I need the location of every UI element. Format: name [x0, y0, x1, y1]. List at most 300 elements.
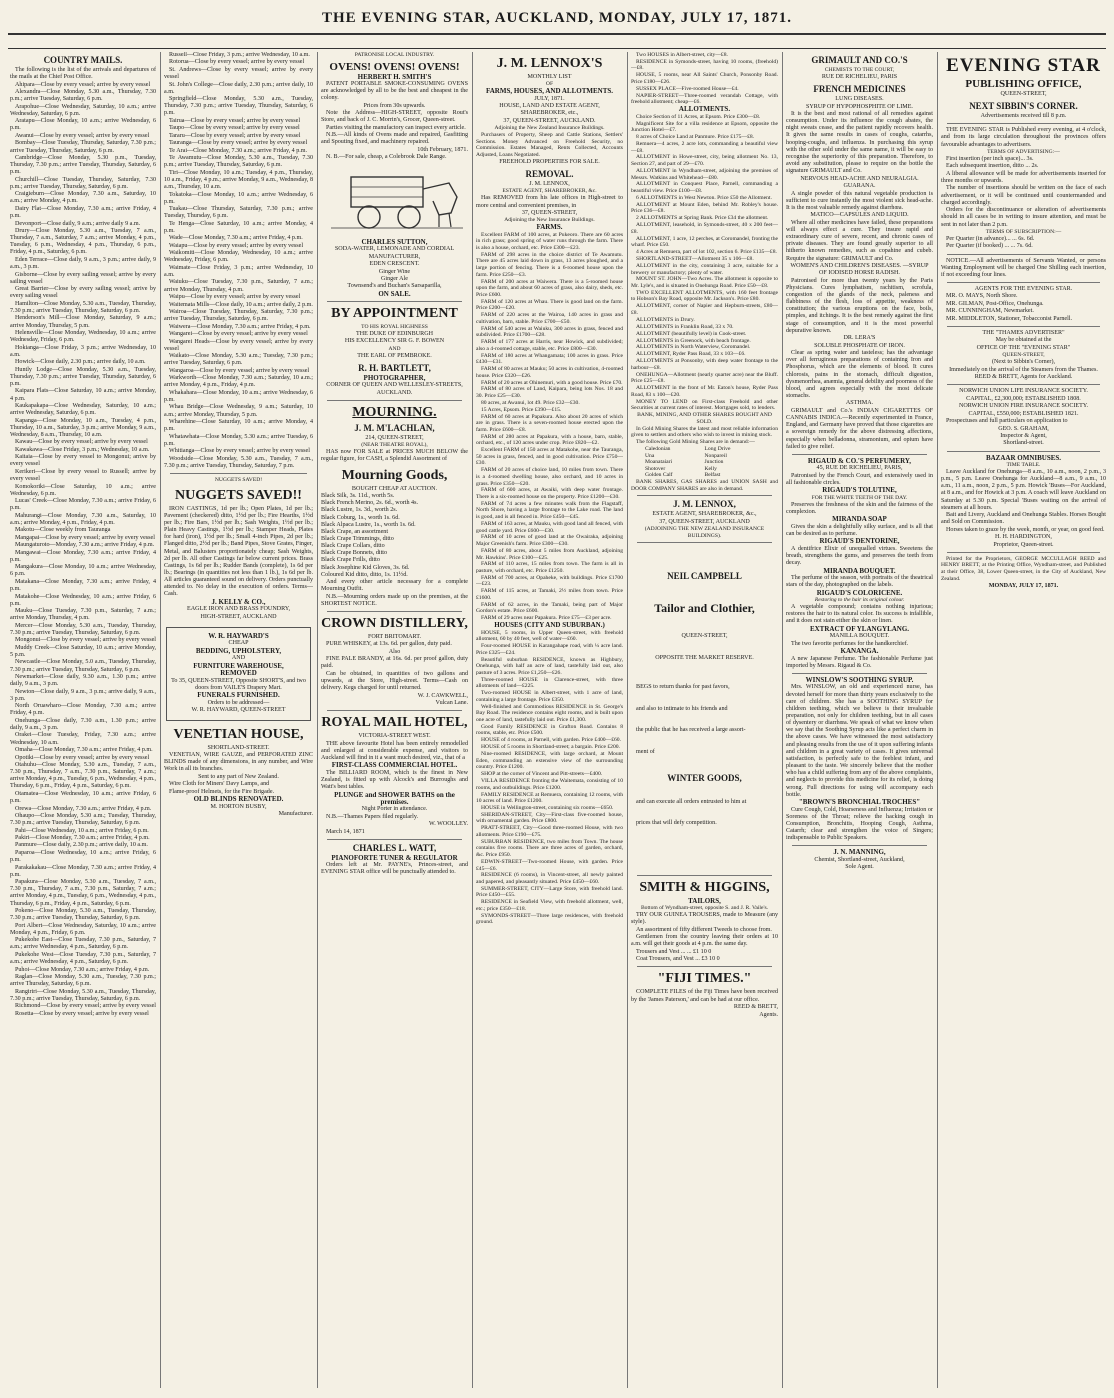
smith-trousers-price: Trousers and Vest ... ... £1 10 0 [636, 948, 712, 955]
mail-entry: Mongonui—Close by every vessel; arrive by every vessel [15, 637, 156, 644]
ovens-nb-2: N. B.—For sale, cheap, a Colebrook Dale Range. [326, 154, 447, 161]
campbell-goods: WINTER GOODS, [667, 772, 742, 783]
mail-entry: Whatawhata—Close Monday, 5.30 a.m.; arrive Tuesday, 6 p.m. [164, 433, 313, 447]
lennox-2-adjoining: (ADJOINING THE NEW ZEALAND INSURANCE BUILDINGS). [644, 526, 765, 539]
mail-entry: Raglan—Close Monday, 5.30 a.m., Tuesday, 7.30 p.m.; arrive Thursday, Saturday, 6 p.m. [10, 973, 156, 988]
mclachlan-goods: Mourning Goods, [341, 467, 448, 483]
mail-entry: Richmond—Close by every vessel; arrive by every vessel [15, 1003, 156, 1010]
norwich-signature-3: Shortland-street. [1003, 440, 1044, 447]
house-listing: Two-roomed HOUSE in Albert-street, with 1 acre of land, containing a large frontage. Price £350. [476, 690, 623, 703]
divider [327, 301, 462, 302]
bartlett-address: CORNER OF QUEEN AND WELLESLEY-STREETS, [326, 382, 463, 389]
lennox-2-address: 37, QUEEN-STREET, AUCKLAND [659, 518, 750, 525]
coloricene-body: A vegetable compound; contains nothing injurious; restores the hair to its natural color. Its success is infallible, and it does not stain either the skin or linen. [786, 604, 933, 625]
mine-name: Golden Calf [645, 472, 673, 479]
house-listing: Good Family RESIDENCE in Grafton Road. Contains 8 rooms, stable, etc. Price £500. [476, 723, 623, 737]
evening-star-body: THE EVENING STAR is Published every evening, at 4 o'clock, and from its large circulation throughout the provinces offers favourable advantages to advertisers. [941, 127, 1106, 148]
venetian-signature: M. HORTON BUSBY, [210, 803, 267, 810]
farm-listing: 80 acres, at Awanui, lot 49. Price £32—£30. [481, 399, 580, 406]
lots-list [631, 52, 778, 106]
divider [327, 710, 462, 711]
norwich-prospectuses: Prospectuses and full particulars on application to [946, 418, 1068, 425]
allotment-listing: ALLOTMENT, corner of Napier and Hepburn-streets, £80—£8. [631, 303, 778, 316]
mail-entry: Howick—Close daily, 2.30 p.m.; arrive daily, 10 a.m. [15, 359, 146, 366]
mail-entry: Waiuku—Close Tuesday, 7.30 p.m., Saturday, 7 a.m.; arrive Monday, Thursday, 4 p.m. [164, 279, 313, 293]
sutton-trade: SODA-WATER, LEMONADE AND CORDIAL MANUFACTURER, [334, 246, 455, 260]
masthead-rule-lower [8, 48, 1106, 49]
mail-entry: Devonport—Close daily, 9 a.m.; arrive daily 9 a.m. [15, 220, 141, 227]
allotment-listing: ALLOTMENT in the front of Mr. Eaton's house, Ryder Pass Road, 83 x 100—£20. [631, 385, 778, 398]
lera-body: Clear as spring water and tasteless; has the advantage over all ferruginous preparations of containing Iron and Phosphorus, which are the elements of blood. It cures chlorosis, pains in the stomach, difficult digestion, dysmenorrhea, anæmia, general debility and poorness of the blood, and agrees especially with the most delicate stomachs. [786, 350, 933, 400]
house-listing: VILLA RESIDENCE fronting the Waitemata, consisting of 10 rooms, and outbuildings. Price £1200. [476, 778, 623, 791]
house-listing: RESIDENCE in Seafield View, with freehold allotment, well, etc.; price £350—£18. [476, 899, 623, 912]
allotment-listing: Magnificent Site for a villa residence at Epsom, opposite the Junction Hotel—£7. [631, 120, 778, 134]
smith-try: TRY OUR GUINEA TROUSERS, made to Measure (any style). [631, 912, 778, 926]
ovens-note: Note the Address—HIGH-STREET, opposite Rout's Store, and back of J. C. Morrin's, Grocer, Queen-street. [321, 110, 468, 124]
mail-entry: Churchill—Close Tuesday, Thursday, Saturday, 7.30 p.m.; arrive Tuesday, Thursday, Saturday, 6 p.m. [10, 176, 156, 190]
royal-mail-porter: Night Porter in attendance. [361, 806, 428, 813]
manning-agent: Sole Agent. [845, 864, 874, 871]
venetian-country: Sent to any part of New Zealand. [198, 773, 279, 780]
lennox-2-subtitle: ESTATE AGENT, SHAREBROKER, &c., [652, 511, 757, 518]
lennox-subtitle: FARMS, HOUSES, AND ALLOTMENTS. [485, 87, 614, 96]
column-7 [941, 52, 1106, 1392]
venetian-body: VENETIAN, WIRE GAUZE, and PERFORATED ZINC BLINDS made of any dimensions, in any number, and Wire Work in all its branches. [164, 752, 313, 773]
mail-entry: Kerikeri—Close by every vessel to Russell; arrive by every vessel [10, 468, 156, 483]
thames-title: THE "THAMES ADVERTISER" [982, 329, 1065, 336]
evening-star-title: EVENING STAR [946, 55, 1101, 76]
mail-entry: Wangarei—Close by every vessel; arrive by every vessel [169, 331, 308, 338]
column-rule [627, 52, 628, 1388]
mail-entry: Craigieburn—Close Monday, 7.30 a.m., Saturday, 10 a.m.; arrive Monday, 4 p.m. [10, 191, 156, 205]
mail-entry: Opotiki—Close by every vessel; arrive by every vessel [15, 754, 150, 761]
column-6 [786, 52, 933, 1392]
bartlett-trade: PHOTOGRAPHER, [363, 373, 426, 382]
subscription-quarter-booked: Per Quarter (if booked) ... ... 7s. 6d. [946, 243, 1033, 250]
mail-entry: Hokianga—Close Friday, 3 p.m.; arrive Wednesday, 10 a.m. [10, 344, 156, 358]
mail-entry: Wangarei Heads—Close by every vessel; arrive by every vessel [164, 338, 313, 352]
divider [637, 542, 772, 543]
farm-listing: FARM of 29 acres near Papakura. Price £75—£3 per acre. [481, 615, 612, 622]
allotment-listing: ALLOTMENTS in Franklin Road, 33 x 70. [636, 323, 734, 330]
mail-entry: Te Henga—Close Saturday, 10 a.m.; arrive Monday, 4 p.m. [164, 220, 313, 234]
nuggets-title: NUGGETS SAVED!! [175, 487, 302, 503]
mail-entry: Makotu—Close weekly from Tauranga [15, 527, 111, 534]
campbell-trade: Tailor and Clothier, [654, 601, 755, 616]
bazaar-bait: Bait and Livery, Auckland and Onehunga Stables. Horses Bought and Sold on Commission. [941, 512, 1106, 526]
mail-entry: Whitianga—Close by every vessel; arrive by every vessel [169, 448, 310, 455]
mourning-item: Black Crape Bonnets, ditto [321, 550, 388, 557]
mclachlan-nb: N.B.—Mourning orders made up on the premises, at the SHORTEST NOTICE. [321, 593, 468, 607]
venetian-signature-2: Manufacturer. [278, 811, 313, 818]
tolutine-subtitle: FOR THE WHITE TEETH OF THE DAY. [811, 494, 908, 501]
mclachlan-body: HAS now FOR SALE at PRICES MUCH BELOW the regular figure, for CASH, a Splendid Assortment of [321, 449, 468, 463]
allotment-listing: ALLOTMENT in Conquest Place, Parnell, commanding a beautiful view. Price £100—£8. [631, 181, 778, 194]
ovens-kicker: PATRONISE LOCAL INDUSTRY. [354, 52, 435, 58]
royal-mail-nb: N.B.—Thames Papers filed regularly. [326, 813, 419, 820]
farm-listing: FARM of 177 acres at Harris, near Howick, and subdivided; also a 4-roomed cottage, stable, etc. Price £800—£30. [476, 339, 623, 352]
mail-entry: Ohaupo—Close Monday, 5.30 a.m.; Tuesday, Thursday, 7.30 p.m.; arrive Tuesday, Thursday, Saturday, 6 p.m. [10, 812, 156, 827]
ovens-nb: N.B.—All kinds of Ovens made and repaired, Gasfitting and Spouting fixed, and machinery repaired. [321, 132, 468, 146]
lennox-of: OF [545, 81, 554, 88]
mail-entry: Matakohe—Close Wednesday, 10 a.m.; arrive Friday, 6 p.m. [10, 593, 156, 607]
terms-title: TERMS OF ADVERTISING:— [987, 149, 1060, 156]
house-listing: EDWIN-STREET—Two-roomed House, with garden. Price £45—£6. [476, 858, 623, 872]
matico-title: MATICO—CAPSULES AND LIQUID. [810, 212, 909, 219]
appointment-line-4: AND [388, 345, 401, 352]
mail-entry: Huntly Lodge—Close Monday, 5.30 a.m., Tuesday, Thursday, 7.30 p.m.; arrive Tuesday, Thursday, Saturday, 6 p.m. [10, 366, 156, 387]
farm-listing: Excellent FARM of 100 acres, at Pukeoro. There are 60 acres in rich grass; good spring of water runs through the farm. There is also a house, orchard, etc. Price £300—£23. [476, 231, 623, 251]
farm-listing: FARM of 60 acres at Papakura. Also about 20 acres of which are in grass. There is a seven-roomed house erected upon the farm. Price £600—£8. [476, 413, 623, 433]
mail-entry: Tairua—Close by every vessel; arrive by every vessel [169, 117, 301, 124]
mail-entry: Wangaroa—Close by every vessel; arrive by every vessel [169, 367, 310, 374]
mclachlan-more: And every other article necessary for a complete Mourning Outfit. [321, 578, 468, 593]
hayward-orders: Orders to be addressed— [207, 699, 270, 706]
column-rule [937, 52, 938, 1388]
house-listing: HOUSE, 5 rooms, in Upper Queen-street, with freehold allotment, 60 by 40 feet, well of water—£60. [476, 629, 623, 643]
house-listing: SHOP at the corner of Vincent and Pitt-streets—£400. [481, 771, 603, 778]
allotment-listing: 4 Acres at Remuera, part of lot 102, section 6. Price £135—£8. [636, 249, 777, 256]
mail-entry: Parakakakau—Close Monday, 7.30 a.m.; arrive Friday, 4 p.m. [10, 864, 156, 878]
country-mails-intro: The following is the list of the arrivals and departures of the mails at the Chief Post Office. [10, 67, 156, 81]
allotments-list [631, 114, 778, 399]
thames-line-5: Immediately on the arrival of the Steamers from the Thames. [949, 366, 1098, 373]
ovens-date: 10th February, 1871. [417, 146, 468, 153]
royal-mail-billiard: The BILLIARD ROOM, which is the finest in New Zealand, is fitted up with Alcock's and Burroughs and Watt's best tables. [321, 769, 468, 791]
terms-orders: Orders for the discontinuance or alteration of advertisements should in all cases be in writing to insure attention, and must be sent in not later than 2 p.m. [941, 207, 1106, 228]
smith-coat-price: Coat Trousers, and Vest ... £3 10 0 [636, 956, 720, 963]
column-5 [631, 52, 778, 1392]
smith-assortment: An assortment of fifty different Tweeds to choose from. [636, 926, 772, 933]
divider [637, 495, 772, 496]
farm-listing: FARM of 700 acres, at Opaheke, with buildings. Price £1700—£23. [476, 574, 623, 588]
norwich-life-capital: CAPITAL, £2,300,000; ESTABLISHED 1808. [966, 395, 1081, 402]
allotment-listing: ALLOTMENT, Ryder Pass Road, 33 x 103—£6. [636, 351, 746, 358]
brown-body: Cure Cough, Cold, Hoarseness and Influenza; Irritation or Soreness of the Throat; relieve the hacking cough in Consumption, Bronchitis, Hooping Cough, Asthma, Catarrh; clear and strengthen the voice of Singers; indispensable to Public Speakers. [786, 806, 933, 842]
mail-entry: Kaukapakapa—Close Wednesday, Saturday, 10 a.m.; arrive Wednesday, Saturday, 6 p.m. [10, 403, 156, 417]
mail-entry: Mangapai—Close by every vessel; arrive by every vessel [15, 534, 155, 541]
ylang-title: EXTRACT OF YLANGYLANG. [809, 624, 910, 633]
crown-title: CROWN DISTILLERY, [321, 615, 468, 631]
bank-following: The following Gold Mining Shares are in demand:— [636, 439, 755, 446]
mourning-title: MOURNING. [352, 404, 437, 420]
mail-entry: Dairy Flat—Close Monday, 7.30 a.m.; arrive Friday, 4 p.m. [10, 205, 156, 220]
rigaud-address: 45, RUE DE RICHELIEU, PARIS, [816, 465, 903, 472]
sutton-name: CHARLES SUTTON, [361, 238, 428, 246]
allotment-listing: SHORTLAND-STREET—Allotment 35 x 106—£8. [636, 256, 754, 263]
women-body: Patronised for more than twenty years by the Paris Physicians. Cures lymphatism, rachitism, scrofula, congestion of the glands of the neck, paleness and flabbiness of the flesh, loss of appetite, weakness of constitution; the various eruptions on the face, boils, pimples, and itchings. It is the best remedy against the first stage of consumption, and it is the most powerful depurative known. [786, 277, 933, 334]
ovens-name: HERBERT H. SMITH'S [357, 72, 432, 81]
mail-entry: Pakiri—Close Monday, 7.30 a.m.; arrive Friday, 4 p.m. [15, 835, 150, 842]
kelly-name: J. KELLY & CO., [211, 597, 266, 606]
mail-entry: Henderson's Mill—Close Monday, Saturday, 9 a.m.; arrive Monday, Thursday, 5 p.m. [10, 315, 156, 329]
mail-entry: Whau Bridge—Close Wednesday, 9 a.m.; Saturday, 10 a.m.; arrive Monday, Thursday, 5 p.m. [164, 404, 313, 418]
subscription-quarter-advance: Per Quarter (in advance)... ... 6s. 6d. [946, 235, 1035, 242]
lennox-name: J. M. LENNOX'S [496, 56, 603, 71]
grimault-chemists: CHEMISTS TO THE COURT, [824, 67, 895, 73]
ovens-title: OVENS! OVENS! OVENS! [329, 60, 460, 73]
farm-listing: FARM of 180 acres at Whangamata; 100 acres in grass. Price £430—£31. [476, 352, 623, 366]
allotment-listing: ALLOTMENT in Wyndham-street, adjoining the premises of Messrs. Watkins and Whitehead—£80. [631, 167, 778, 181]
mail-entry: Rotorua—Close by every vessel; arrive by every vessel [169, 59, 305, 66]
campbell-body-2: and also to intimate to his friends and [636, 705, 728, 712]
house-listing: SYMONDS-STREET—Three large residences, with freehold ground. [476, 912, 623, 926]
hayward-and: AND [231, 655, 246, 662]
mail-entry: Bombay—Close Tuesday, Thursday, Saturday, 7.30 p.m.; arrive Tuesday, Thursday, Saturday, 6 p.m. [10, 140, 156, 154]
divider [792, 454, 927, 455]
campbell-name: NEIL CAMPBELL [667, 571, 742, 582]
mine-name: Nonpareil [704, 452, 727, 459]
bazaar-signature-2: Proprietor, Queen-street. [993, 541, 1054, 548]
mail-entry: Mangawai—Close Monday, 7.30 a.m.; arrive Friday, 4 p.m. [10, 549, 156, 563]
mail-entry: St. Andrews—Close by every vessel; arrive by every vessel [164, 66, 313, 81]
mail-entry: Awanui—Close by every vessel; arrive by every vessel [15, 132, 150, 139]
allotment-listing: Choice Section of 11 Acres, at Epsom. Price £300—£8. [636, 113, 761, 120]
mail-entry: Aratapu—Close Monday, 10 a.m.; arrive Wednesday, 6 p.m. [10, 118, 156, 132]
property-listing: HOUSE, 5 rooms, near All Saints' Church, Ponsonby Road. Price £180—£26. [631, 72, 778, 85]
evening-star-ad-note: Advertisements received till 8 p.m. [980, 113, 1067, 120]
mail-entry: Komokoriki—Close Saturday, 10 a.m.; arrive Wednesday, 6 p.m. [10, 483, 156, 497]
kananga-body: A new Japanese Perfume. The fashionable Perfume just imported by Messrs. Rigaud & Co. [786, 655, 933, 669]
mine-name: Moanataiari [645, 459, 673, 466]
crown-obtain: Can be obtained, in quantities of two gallons and upwards, at the Store, High-street. Terms—Cash on delivery. Kegs charged for until returned. [321, 670, 468, 692]
kelly-line: EAGLE IRON AND BRASS FOUNDRY, [187, 606, 290, 613]
mail-entry: Woodside—Close Monday, 5.30 a.m., Tuesday, 7 a.m., 7.30 p.m.; arrive Tuesday, Thursday, Saturday, 7 p.m. [164, 455, 313, 469]
crown-signature: W. J. CAWKWELL, [417, 692, 468, 699]
farm-listing: FARM of 110 acres, 15 miles from town. The farm is all in pasture, with orchard, etc. Price £1250. [476, 561, 623, 574]
matico-body: Where all other medicines have failed, these preparations will always effect a cure. They insure rapid and extraordinary cure of severe, recent, and chronic cases of private diseases. They are found greatly superior to all hitherto known remedies, such as copahine and cubeb. Require the signature: GRIMAULT and Co. [786, 219, 933, 262]
mourning-item: Black Coburg, 1s., worth 1s. 6d. [321, 514, 400, 521]
mail-entry: Otamatea—Close Wednesday, 10 a.m.; arrive Friday, 6 p.m. [10, 790, 156, 805]
column-rule [160, 52, 161, 1388]
evening-star-corner: NEXT SIBBIN'S CORNER. [969, 101, 1078, 112]
divider [792, 845, 927, 846]
thames-line-3: QUEEN-STREET, [1002, 352, 1045, 359]
hayward-line-1: BEDDING, UPHOLSTERY, [195, 646, 282, 655]
lera-subtitle: SOLUBLE PHOSPHATE OF IRON. [814, 342, 905, 349]
mail-entry: Mauku—Close Tuesday, 7.30 p.m., Saturday, 7 a.m.; arrive Monday, Thursday, 4 p.m. [10, 608, 156, 622]
royal-mail-address: VICTORIA-STREET WEST. [358, 733, 431, 740]
subscription-title: TERMS OF SUBSCRIPTION:— [985, 229, 1062, 236]
mail-entry: Russell—Close Friday, 3 p.m.; arrive Wednesday, 10 a.m. [169, 52, 310, 58]
mail-entry: Otahuhu—Close Monday, 5.30 a.m., Tuesday, 7 a.m., 7.30 p.m., Thursday, 7 a.m., 7.30 p.m., Saturday, 7 a.m.; arrive Monday, 4 p.m., Tuesday, 6 p.m., Wednesday, 4 p.m., Thursday, 6 p.m., Friday, 4 p.m., Saturday, 6 p.m. [10, 761, 156, 790]
allotment-listing: 8 acres of Choice Land at Panmure. Price £175—£8. [636, 134, 755, 141]
miranda-title: MIRANDA SOAP [832, 515, 887, 524]
mail-entry: Orakei—Close Tuesday, Friday, 7.30 a.m.; arrive Wednesday, 10 a.m. [10, 732, 156, 746]
mail-entry: Tuakau—Close Thursday, Saturday, 7.30 p.m.; arrive Tuesday, Thursday, 6 p.m. [164, 206, 313, 220]
sutton-address: EDEN CRESCENT. [369, 261, 420, 268]
removal-title: REMOVAL. [525, 169, 574, 180]
venetian-street: SHORTLAND-STREET. [207, 744, 270, 751]
allotment-listing: ALLOTMENTS in North Waterview, Coromandel. [636, 344, 751, 351]
divider [327, 400, 462, 401]
bartlett-name: R. H. BARTLETT, [358, 362, 431, 373]
ylang-subtitle: MANILLA BOUQUET. [829, 633, 890, 640]
farm-listing: FARM of 540 acres at Waiuku, 300 acres in grass, fenced and subdivided. Price £1700—£28. [476, 325, 623, 339]
lennox-note: Purchasers of Property, Sheep and Cattle Stations, Settlers' Sections. Money Advanced on Freehold Security, no Commission. Estates Managed, Rents Collected, Accounts Adjusted, Loans Negotiated. [476, 132, 623, 158]
miranda-body: Gives the skin a delightfully silky surface, and is all that can be desired as to perfume. [786, 523, 933, 537]
smith-name: SMITH & HIGGINS, [639, 879, 770, 895]
house-listing: HOUSE of 4 rooms, at Parnell, with garden. Price £400—£60. [481, 737, 621, 744]
crown-body: PURE WHISKEY, at 13s. 6d. per gallon, duty paid. [326, 641, 452, 648]
terms-number: The number of insertions should be written on the face of each advertisement, or it will be continued until countermanded and charged accordingly. [941, 185, 1106, 206]
mail-entry: Hamilton—Close Monday, 5.30 a.m., Tuesday, Thursday, 7.30 p.m.; arrive Tuesday, Thursday, Saturday, 6 p.m. [10, 300, 156, 314]
mail-entry: Kapanga—Close Monday, 10 a.m., Tuesday, 4 p.m., Thursday, 10 a.m., Saturday, 3 p.m.; arrive Monday, 9 a.m., Wednesday, 8 a.m., Thursday, 10 a.m. [10, 417, 156, 438]
allotment-listing: 6 ALLOTMENTS in West Newton. Price £50 the Allotment. [636, 194, 772, 201]
farm-listing: FARM of 80 acres at Mauku; 50 acres in cultivation, 4-roomed house. Price £320—£26. [476, 366, 623, 379]
allotment-listing: TWO EXCELLENT ALLOTMENTS, with 160 feet frontage to Hobson's Bay Road, opposite Mr. Jackson's. Price £80. [631, 289, 778, 303]
allotment-listing: ALLOTMENT, leasehold, in Symonds-street, 40 x 200 feet—£8. [631, 222, 778, 235]
farm-listing: FARM of 20 acres at Ohinemuri, with a good house. Price £70. [481, 379, 623, 386]
bazaar-title: BAZAAR OMNIBUSES. [985, 453, 1062, 462]
divider [327, 839, 462, 840]
royal-mail-baths: PLUNGE and SHOWER BATHS on the premises. [334, 790, 455, 806]
farm-listing: FARM of 10 acres of good land at the Owairaka, adjoining Major Greenish's farm. Price £300—£30. [476, 534, 623, 548]
ovens-prices: Prices from 30s upwards. [363, 102, 426, 109]
mail-entry: Panmure—Close daily, 2.30 p.m.; arrive daily, 10 a.m. [15, 842, 148, 849]
farm-listing: FARM of 62 acres, in the Tamaki, being part of Major Gordon's estate. Price £600. [476, 601, 623, 615]
royal-mail-signature: W. WOOLLEY. [429, 821, 468, 828]
grimault-address: RUE DE RICHELIEU, PARIS [821, 73, 898, 80]
houses-list [476, 630, 623, 926]
farms-title: FARMS. [536, 223, 563, 232]
manning-address: Chemist, Shortland-street, Auckland, [814, 856, 905, 863]
venetian-renovated: OLD BLINDS RENOVATED. [193, 795, 284, 804]
ylang-body: The two favorite perfumes for the handkerchief. [791, 640, 909, 647]
norwich-fire-capital: CAPITAL, £550,000; ESTABLISHED 1821. [968, 410, 1079, 417]
farm-listing: FARM of 80 acres of Land, Kaipara, being lots Nos. 18 and 30. Price £25—£30. [476, 386, 623, 399]
mail-entry: Tokatoka—Close Monday, 10 a.m.; arrive Wednesday, 6 p.m. [164, 191, 313, 205]
mail-entry: Matakana—Close Monday, 7.30 a.m.; arrive Friday, 4 p.m. [10, 578, 156, 593]
mail-entry: Waiwera—Close Monday, 7.30 a.m.; arrive Friday, 4 p.m. [169, 323, 311, 330]
agent-entry: MR. GILMAN, Post-Office, Onehunga. [946, 300, 1044, 307]
ovens-parties: Parties visiting the manufactory can inspect every article. [326, 124, 466, 131]
dentorine-body: A dentifrice Elixir of unequalled virtues. Sweetens the breath, strengthens the gums, and preserves the teeth from decay. [786, 545, 933, 567]
imprint-date: MONDAY, JULY 17, 1871. [988, 582, 1059, 589]
house-listing: SHERIDAN-STREET, City—First-class five-roomed house, with ornamental garden. Price £800. [476, 811, 623, 825]
hayward-removed: REMOVED [220, 669, 257, 678]
royal-mail-title: ROYAL MAIL HOTEL, [321, 715, 468, 731]
mail-entry: Gisborne—Close by every sailing vessel; arrive by every sailing vessel [10, 271, 156, 285]
mail-entry: Te Arai—Close Monday, 7.30 a.m.; arrive Friday, 4 p.m. [169, 147, 308, 154]
terms-first: First insertion (per inch space)... 3s. [946, 155, 1034, 162]
mail-entry: Muddy Creek—Close Saturday, 10 a.m.; arrive Monday, 5 p.m. [10, 644, 156, 658]
country-mails-title: COUNTRY MAILS. [43, 55, 123, 65]
property-listing: RESIDENCE in Symonds-street, having 10 rooms, (freehold)—£8. [631, 58, 778, 72]
evening-star-office: PUBLISHING OFFICE, [965, 78, 1082, 90]
hayward-signature: W. R. HAYWARD, QUEEN-STREET [191, 707, 286, 714]
appointment-line-1: TO HIS ROYAL HIGHNESS [361, 324, 428, 331]
mail-entry: Wairoa—Close Tuesday, Thursday, Saturday, 7.30 p.m.; arrive Tuesday, Thursday, Saturday, 6 p.m. [164, 309, 313, 323]
agents-title: AGENTS FOR THE EVENING STAR. [974, 285, 1073, 292]
mail-entry: Pahi—Close Wednesday, 10 a.m.; arrive Friday, 6 p.m. [15, 827, 149, 834]
mine-name: Caledonian [645, 445, 671, 452]
sutton-sarsaparilla: Townsend's and Buchan's Sarsaparilla, [347, 283, 442, 290]
fiji-body: COMPLETE FILES of the Fiji Times have been received by the 'James Paterson,' and can be had at our office. [631, 989, 778, 1003]
mail-entry: Taupo—Close by every vessel; arrive by every vessel [169, 125, 300, 132]
smith-address: Bottom of Wyndham-street, opposite S. and J. R. Vaile's. [640, 905, 769, 912]
house-listing: FAMILY RESIDENCE at Remuera, containing 12 rooms, with 10 acres of land. Price £1200. [476, 791, 623, 805]
lung-title: LUNG DISEASES. [835, 96, 884, 103]
removal-subtitle: ESTATE AGENT, SHAREBROKER, &c. [502, 188, 597, 195]
agents-list [941, 293, 1106, 323]
lennox-adjoining: Adjoining the New Zealand Insurance Buildings. [494, 125, 605, 132]
column-rule [782, 52, 783, 1388]
venetian-wire: Wire Cloth for Miners' Davy Lamps, and [169, 781, 270, 788]
nervous-body: A single powder of this natural vegetable production is sufficient to cure instantly the most violent sick head-ache. It is the most valuable remedy against diarrhœa. [786, 190, 933, 211]
farm-listing: FARM of 163 acres, at Mauku, with good land all fenced, with good cattle yard. Price £600—£30. [476, 520, 623, 534]
mine-name: Belfast [704, 472, 721, 479]
farm-listing: FARM of 80 acres, about 5 miles from Auckland, adjoining Mr. Hawkins'. Price £100—£25. [476, 547, 623, 561]
mail-entry: Kawakawa—Close Friday, 3 p.m.; Wednesday, 10 a.m. [15, 446, 150, 453]
mourning-item: Black Alpaca Lustre, 1s., worth 1s. 6d. [321, 521, 416, 528]
mail-entry: Drury—Close Monday, 5.30 a.m., Tuesday, 7 a.m., Thursday, 7 a.m., Saturday, 7 a.m.; arrive Monday, 4 p.m., Tuesday, 6 p.m., Wednesday, 4 p.m., Thursday, 6 p.m., Friday, 4 p.m., Saturday, 6 p.m. [10, 228, 156, 256]
thames-line-2: OFFICE OF THE "EVENING STAR" [976, 344, 1071, 351]
mourning-item: Black Lustre, 1s. 3d., worth 2s. [321, 507, 398, 514]
campbell-body-6: prices that will defy competition. [636, 820, 717, 827]
kelly-address: HIGH-STREET, AUCKLAND [200, 613, 277, 620]
mourning-item: Black Crape, an assortment [321, 528, 389, 535]
notice-body: NOTICE.—All advertisements of Servants Wanted, or persons Wanting Employment will be charged One Shilling each insertion, if not exceeding four lines. [941, 257, 1106, 278]
divider [947, 123, 1100, 124]
farm-listing: FARM of 120 acres at Whau. There is good land on the farm. Price £200—£20. [476, 298, 623, 312]
hayward-cheap: CHEAP [228, 640, 249, 647]
removal-body: Has REMOVED from his late offices in High-street to more central and convenient premises, in [476, 195, 623, 209]
mail-entry: Maungaturoto—Monday, 7.30 a.m.; arrive Friday, 4 p.m. [15, 542, 155, 549]
mclachlan-name: J. M. M'LACHLAN, [354, 422, 435, 433]
crown-also: Also [388, 648, 401, 655]
norwich-signature-2: Inspector & Agent, [1000, 432, 1047, 439]
mail-entry: Waikomiti—Close Monday, Wednesday, 10 a.m.; arrive Wednesday, Friday, 6 p.m. [164, 250, 313, 264]
allotment-listing: ALLOTMENT (beautifully level) in Cook-street. [636, 330, 747, 337]
winslow-title: WINSLOW'S SOOTHING SYRUP. [805, 675, 914, 684]
bouquet-title: MIRANDA BOUQUET. [823, 566, 896, 575]
mail-entry: Papakura—Close Monday, 5.30 a.m., Tuesday, 7 a.m., 7.30 p.m., Thursday, 7 a.m., 7.30 p.m., Saturday, 7 a.m.; arrive Monday, 4 p.m., Tuesday, 6 p.m., Wednesday, 4 p.m., Thursday, 6 p.m., Friday, 4 p.m., Saturday, 6 p.m. [10, 879, 156, 907]
mail-entry: St. John's College—Close daily, 2.30 p.m.; arrive daily, 10 a.m. [164, 81, 313, 95]
appointment-line-5: THE EARL OF PEMBROKE. [357, 352, 432, 359]
houses-title: HOUSES (CITY AND SUBURBAN.) [494, 621, 605, 630]
house-listing: HOUSE in Wellington-street, containing six rooms—£650. [481, 804, 614, 811]
column-2 [164, 52, 313, 1392]
mines-list [631, 446, 778, 479]
hayward-funerals: FUNERALS FURNISHED. [197, 691, 280, 700]
appointment-title: BY APPOINTMENT [331, 306, 458, 322]
country-mails-list [10, 82, 156, 1018]
farm-listing: FARM of 74 acres a few minutes walk from the Flagstaff, North Shore, having a large frontage to the Lake road. The land is good, and is all fenced in. Price £450—£45. [476, 500, 623, 521]
mourning-item: Black Silk, 3s. 11d., worth 5s. [321, 493, 395, 500]
mail-entry: Newton—Close daily, 9 a.m., 3 p.m.; arrive daily, 9 a.m., 3 p.m. [10, 688, 156, 702]
allotment-listing: ONEHUNGA—Allotment (nearly quarter acre) near the Bluff. Price £25—£8. [631, 371, 778, 385]
house-listing: Well-finished and Commodious RESIDENCE in St. George's Bay Road. The residence contains eight rooms, and is built upon one acre of land, tastefully laid out. Price £1,300. [476, 703, 623, 723]
mail-entry: Warkworth—Close Monday, 7.30 a.m.; Saturday, 10 a.m.; arrive Monday, 4 p.m., Friday, 4 p.m. [164, 375, 313, 389]
watt-body: Orders left at Mr. PAYNE's, Princes-street, and EVENING STAR office will be punctually attended to. [321, 862, 468, 876]
agent-entry: MR. O. MAYS, North Shore. [946, 293, 1018, 300]
divider [637, 875, 772, 876]
divider [947, 451, 1100, 452]
agent-entry: MR. MIDDLETON, Stationer, Tobacconist Parnell. [946, 315, 1073, 322]
mclachlan-bought: BOUGHT CHEAP AT AUCTION. [351, 485, 438, 492]
property-listing: Two HOUSES in Albert-street, city—£8. [636, 52, 728, 58]
bazaar-time: TIME TABLE. [1006, 462, 1041, 469]
mail-entry: Mahurangi—Close Monday, 7.30 a.m., Saturday, 10 a.m.; arrive Monday, 4 p.m., Friday, 4 p.m. [10, 512, 156, 526]
mail-entry: Helensville—Close Monday, Wednesday, 10 a.m.; arrive Wednesday, Friday, 6 p.m. [10, 329, 156, 344]
divider [792, 673, 927, 674]
divider [170, 473, 307, 474]
mail-entry: Cambridge—Close Monday, 5.30 p.m., Tuesday, Thursday, 7.30 p.m.; arrive Tuesday, Thursday, Saturday, 6 p.m. [10, 154, 156, 176]
mail-entry: Arapohue—Close Wednesday, Saturday, 10 a.m.; arrive Wednesday, Saturday, 6 p.m. [10, 103, 156, 117]
mine-name: Junction [704, 459, 724, 466]
divider [947, 552, 1100, 553]
